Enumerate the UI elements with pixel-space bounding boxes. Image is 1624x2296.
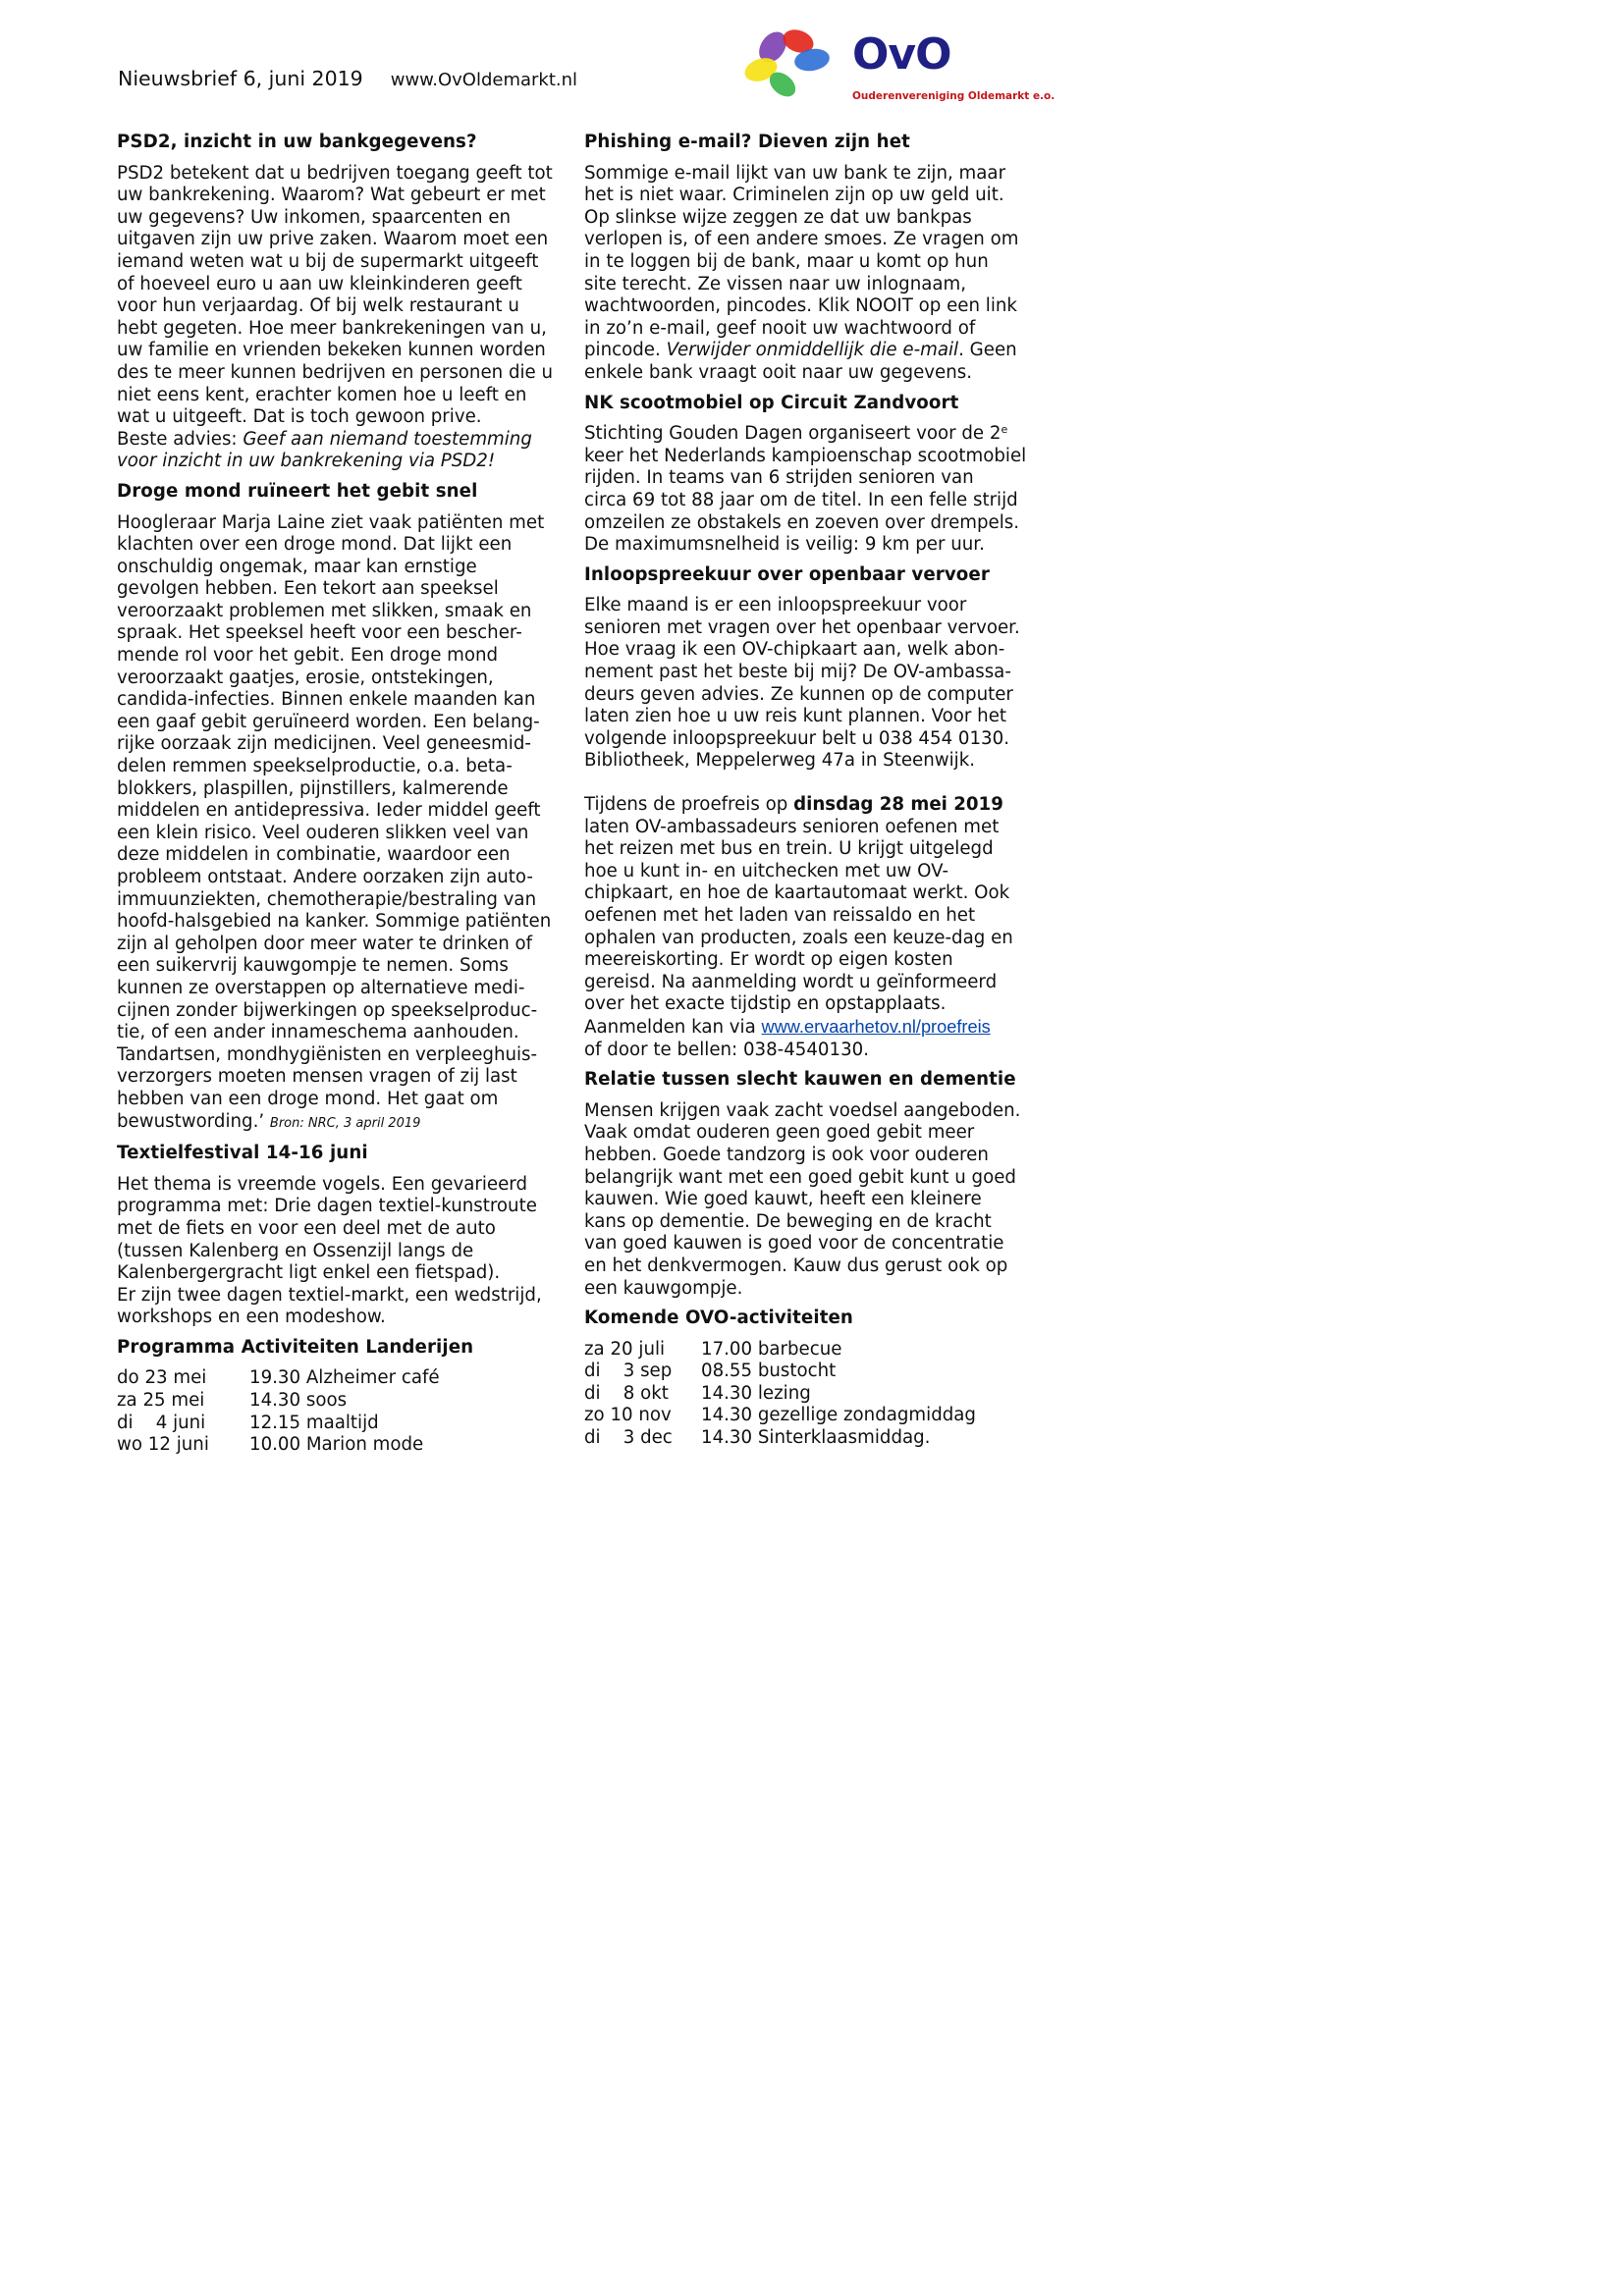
article-title: Inloopspreekuur over openbaar vervoer — [584, 563, 990, 585]
proefreis-link[interactable]: www.ervaarhetov.nl/proefreis — [761, 1016, 991, 1037]
article-body: PSD2 betekent dat u bedrijven toegang geeft tot uw bankrekening. Waarom? Wat gebeurt er met uw gegevens? Uw inkomen, spaarcenten en uitgaven zijn uw prive zaken. Waarom moet een iemand weten wat u bij de supermarkt uitgeeft of hoeveel euro u aan uw kleinkinderen geeft voor hun verjaardag. Of bij welk restaurant u hebt gegeten. Hoe meer bankrekeningen van u, uw familie en vrienden bekeken kunnen worden des te meer kunnen bedrijven en personen die u niet eens kent, erachter komen hoe u leeft en wat u uitgeeft. Dat is toch gewoon prive. Beste advies: Geef aan niemand toestemming voor inzicht in uw bankrekening via PSD2! — [117, 163, 568, 473]
article-body: Mensen krijgen vaak zacht voedsel aangeboden. Vaak omdat ouderen geen goed gebit meer hebben. Goede tandzorg is ook voor ouderen belangrijk want met een goed gebit kunt u goed kauwen. Wie goed kauwt, heeft een kleinere kans op dementie. De beweging en de kracht van goed kauwen is goed voor de concentratie en het denkvermogen. Kauw dus gerust ook op een kauwgompje. — [584, 1099, 1021, 1299]
article-body-proefreis: Tijdens de proefreis op dinsdag 28 mei 2019 laten OV-ambassadeurs senioren oefenen met het reizen met bus en trein. U krijgt uitgelegd hoe u kunt in- en uitchecken met uw OV- chipkaart, en hoe de kaartautomaat werkt. Ook oefenen met het laden van reissaldo en het ophalen van producten, zoals een keuze-dag en meereiskorting. Er wordt op eigen kosten gereisd. Na aanmelding wordt u geïnformeerd over het exacte tijdstip en opstapplaats. Aanmelden kan via www.ervaarhetov.nl/proefreis of door te bellen: 038-4540130. — [584, 794, 1013, 1060]
article-title: Komende OVO-activiteiten — [584, 1308, 853, 1329]
article-landerijen — [117, 1337, 568, 1457]
schedule-table — [584, 1339, 976, 1450]
left-column — [117, 132, 568, 1465]
source-citation: Bron: NRC, 3 april 2019 — [269, 1115, 421, 1131]
article-phishing — [584, 132, 1036, 385]
table-row: za 20 juli 17.00 barbecue — [584, 1338, 842, 1360]
article-title: Droge mond ruïneert het gebit snel — [117, 480, 478, 502]
article-psd2 — [117, 132, 568, 473]
article-ovo-activiteiten — [584, 1308, 1036, 1450]
paragraph-gap — [584, 773, 1036, 794]
table-row: zo 10 nov 14.30 gezellige zondagmiddag — [584, 1405, 976, 1426]
table-row: di 4 juni 12.15 maaltijd — [117, 1412, 379, 1433]
article-body: Sommige e-mail lijkt van uw bank te zijn, maar het is niet waar. Criminelen zijn op uw geld uit. Op slinkse wijze zeggen ze dat uw bankpas verlopen is, of een andere smoes. Ze vragen om in te loggen bij de bank, maar u komt op hun site terecht. Ze vissen naar uw inlognaam, wachtwoorden, pincodes. Klik NOOIT op een link in zo’n e-mail, geef nooit uw wachtwoord of pincode. Verwijder onmiddellijk die e-mail. Geen enkele bank vraagt ooit naar uw gegevens. — [584, 162, 1019, 383]
table-row: di 8 okt 14.30 lezing — [584, 1382, 811, 1404]
table-row: do 23 mei 19.30 Alzheimer café — [117, 1367, 440, 1389]
article-title: PSD2, inzicht in uw bankgegevens? — [117, 132, 477, 152]
table-row: di 3 sep 08.55 bustocht — [584, 1361, 837, 1382]
newsletter-header — [118, 67, 577, 90]
proefreis-date: dinsdag 28 mei 2019 — [793, 794, 1003, 816]
table-row: di 3 dec 14.30 Sinterklaasmiddag. — [584, 1427, 931, 1449]
article-textielfestival — [117, 1143, 568, 1329]
right-column — [584, 132, 1036, 1458]
article-inloopspreekuur — [584, 564, 1036, 1061]
article-title: Relatie tussen slecht kauwen en dementie — [584, 1069, 1016, 1091]
article-title: Textielfestival 14-16 juni — [117, 1143, 368, 1164]
article-body: Hoogleraar Marja Laine ziet vaak patiënten met klachten over een droge mond. Dat lijkt een onschuldig ongemak, maar kan ernstige gevolgen hebben. Een tekort aan speeksel veroorzaakt problemen met slikken, smaak en spraak. Het speeksel heeft voor een bescher- mende rol voor het gebit. Een droge mond veroorzaakt gaatjes, erosie, ontstekingen, candida-infecties. Binnen enkele maanden kan een gaaf gebit geruïneerd worden. Een belang- rijke oorzaak zijn medicijnen. Veel geneesmid- delen remmen speekselproductie, o.a. beta- blokkers, plaspillen, pijnstillers, kalmerende middelen en antidepressiva. Ieder middel geeft een klein risico. Veel ouderen slikken veel van deze middelen in combinatie, waardoor een probleem ontstaat. Andere oorzaken zijn auto- immuunziekten, chemotherapie/bestraling van hoofd-halsgebied na kanker. Sommige patiënten zijn al geholpen door meer water te drinken of een suikervrij kauwgompje te nemen. Soms kunnen ze overstappen op alternatieve medi- cijnen zonder bijwerkingen op speekselproduc- tie, of een ander innameschema aanhouden. Tandartsen, mondhygiënisten en verpleeghuis- verzorgers moeten mensen vragen of zij last hebben van een droge mond. Het gaat om bewustwording.’ Bron: NRC, 3 april 2019 — [117, 511, 552, 1132]
table-row: za 25 mei 14.30 soos — [117, 1390, 348, 1412]
article-body: Elke maand is er een inloopspreekuur voor senioren met vragen over het openbaar vervoer. Hoe vraag ik een OV-chipkaart aan, welk abon- nement past het beste bij mij? De OV-ambassa- deurs geven advies. Ze kunnen op de computer laten zien hoe u uw reis kunt plannen. Voor het volgende inloopspreekuur belt u 038 454 0130. Bibliotheek, Meppelerweg 47a in Steenwijk. — [584, 595, 1020, 772]
logo-wordmark: OvO — [852, 29, 951, 80]
article-title: Programma Activiteiten Landerijen — [117, 1336, 474, 1358]
schedule-table — [117, 1367, 440, 1456]
table-row: wo 12 juni 10.00 Marion mode — [117, 1434, 424, 1456]
article-nk-scootmobiel — [584, 393, 1036, 557]
logo-subtitle: Ouderenvereniging Oldemarkt e.o. — [852, 90, 1056, 102]
article-body: Het thema is vreemde vogels. Een gevarieerd programma met: Drie dagen textiel-kunstroute met de fiets en voor een deel met de auto (tussen Kalenberg en Ossenzijl langs de Kalenbergergracht ligt enkel een fietspad). Er zijn twee dagen textiel-markt, een wedstrijd, workshops en een modeshow. — [117, 1173, 542, 1328]
article-title: Phishing e-mail? Dieven zijn het — [584, 132, 910, 152]
article-droge-mond — [117, 481, 568, 1135]
issue-title: Nieuwsbrief 6, juni 2019 — [118, 67, 363, 90]
article-body: Stichting Gouden Dagen organiseert voor de 2e keer het Nederlands kampioenschap scootmobiel rijden. In teams van 6 strijden senioren van circa 69 tot 88 jaar om de titel. In een felle strijd omzeilen ze obstakels en zoeven over drempels. De maximumsnelheid is veilig: 9 km per uur. — [584, 423, 1027, 556]
website-url[interactable]: www.OvOldemarkt.nl — [390, 70, 578, 90]
article-title: NK scootmobiel op Circuit Zandvoort — [584, 392, 959, 413]
advice-line: Beste advies: Geef aan niemand toestemming — [117, 428, 532, 450]
article-kauwen-dementie — [584, 1069, 1036, 1300]
